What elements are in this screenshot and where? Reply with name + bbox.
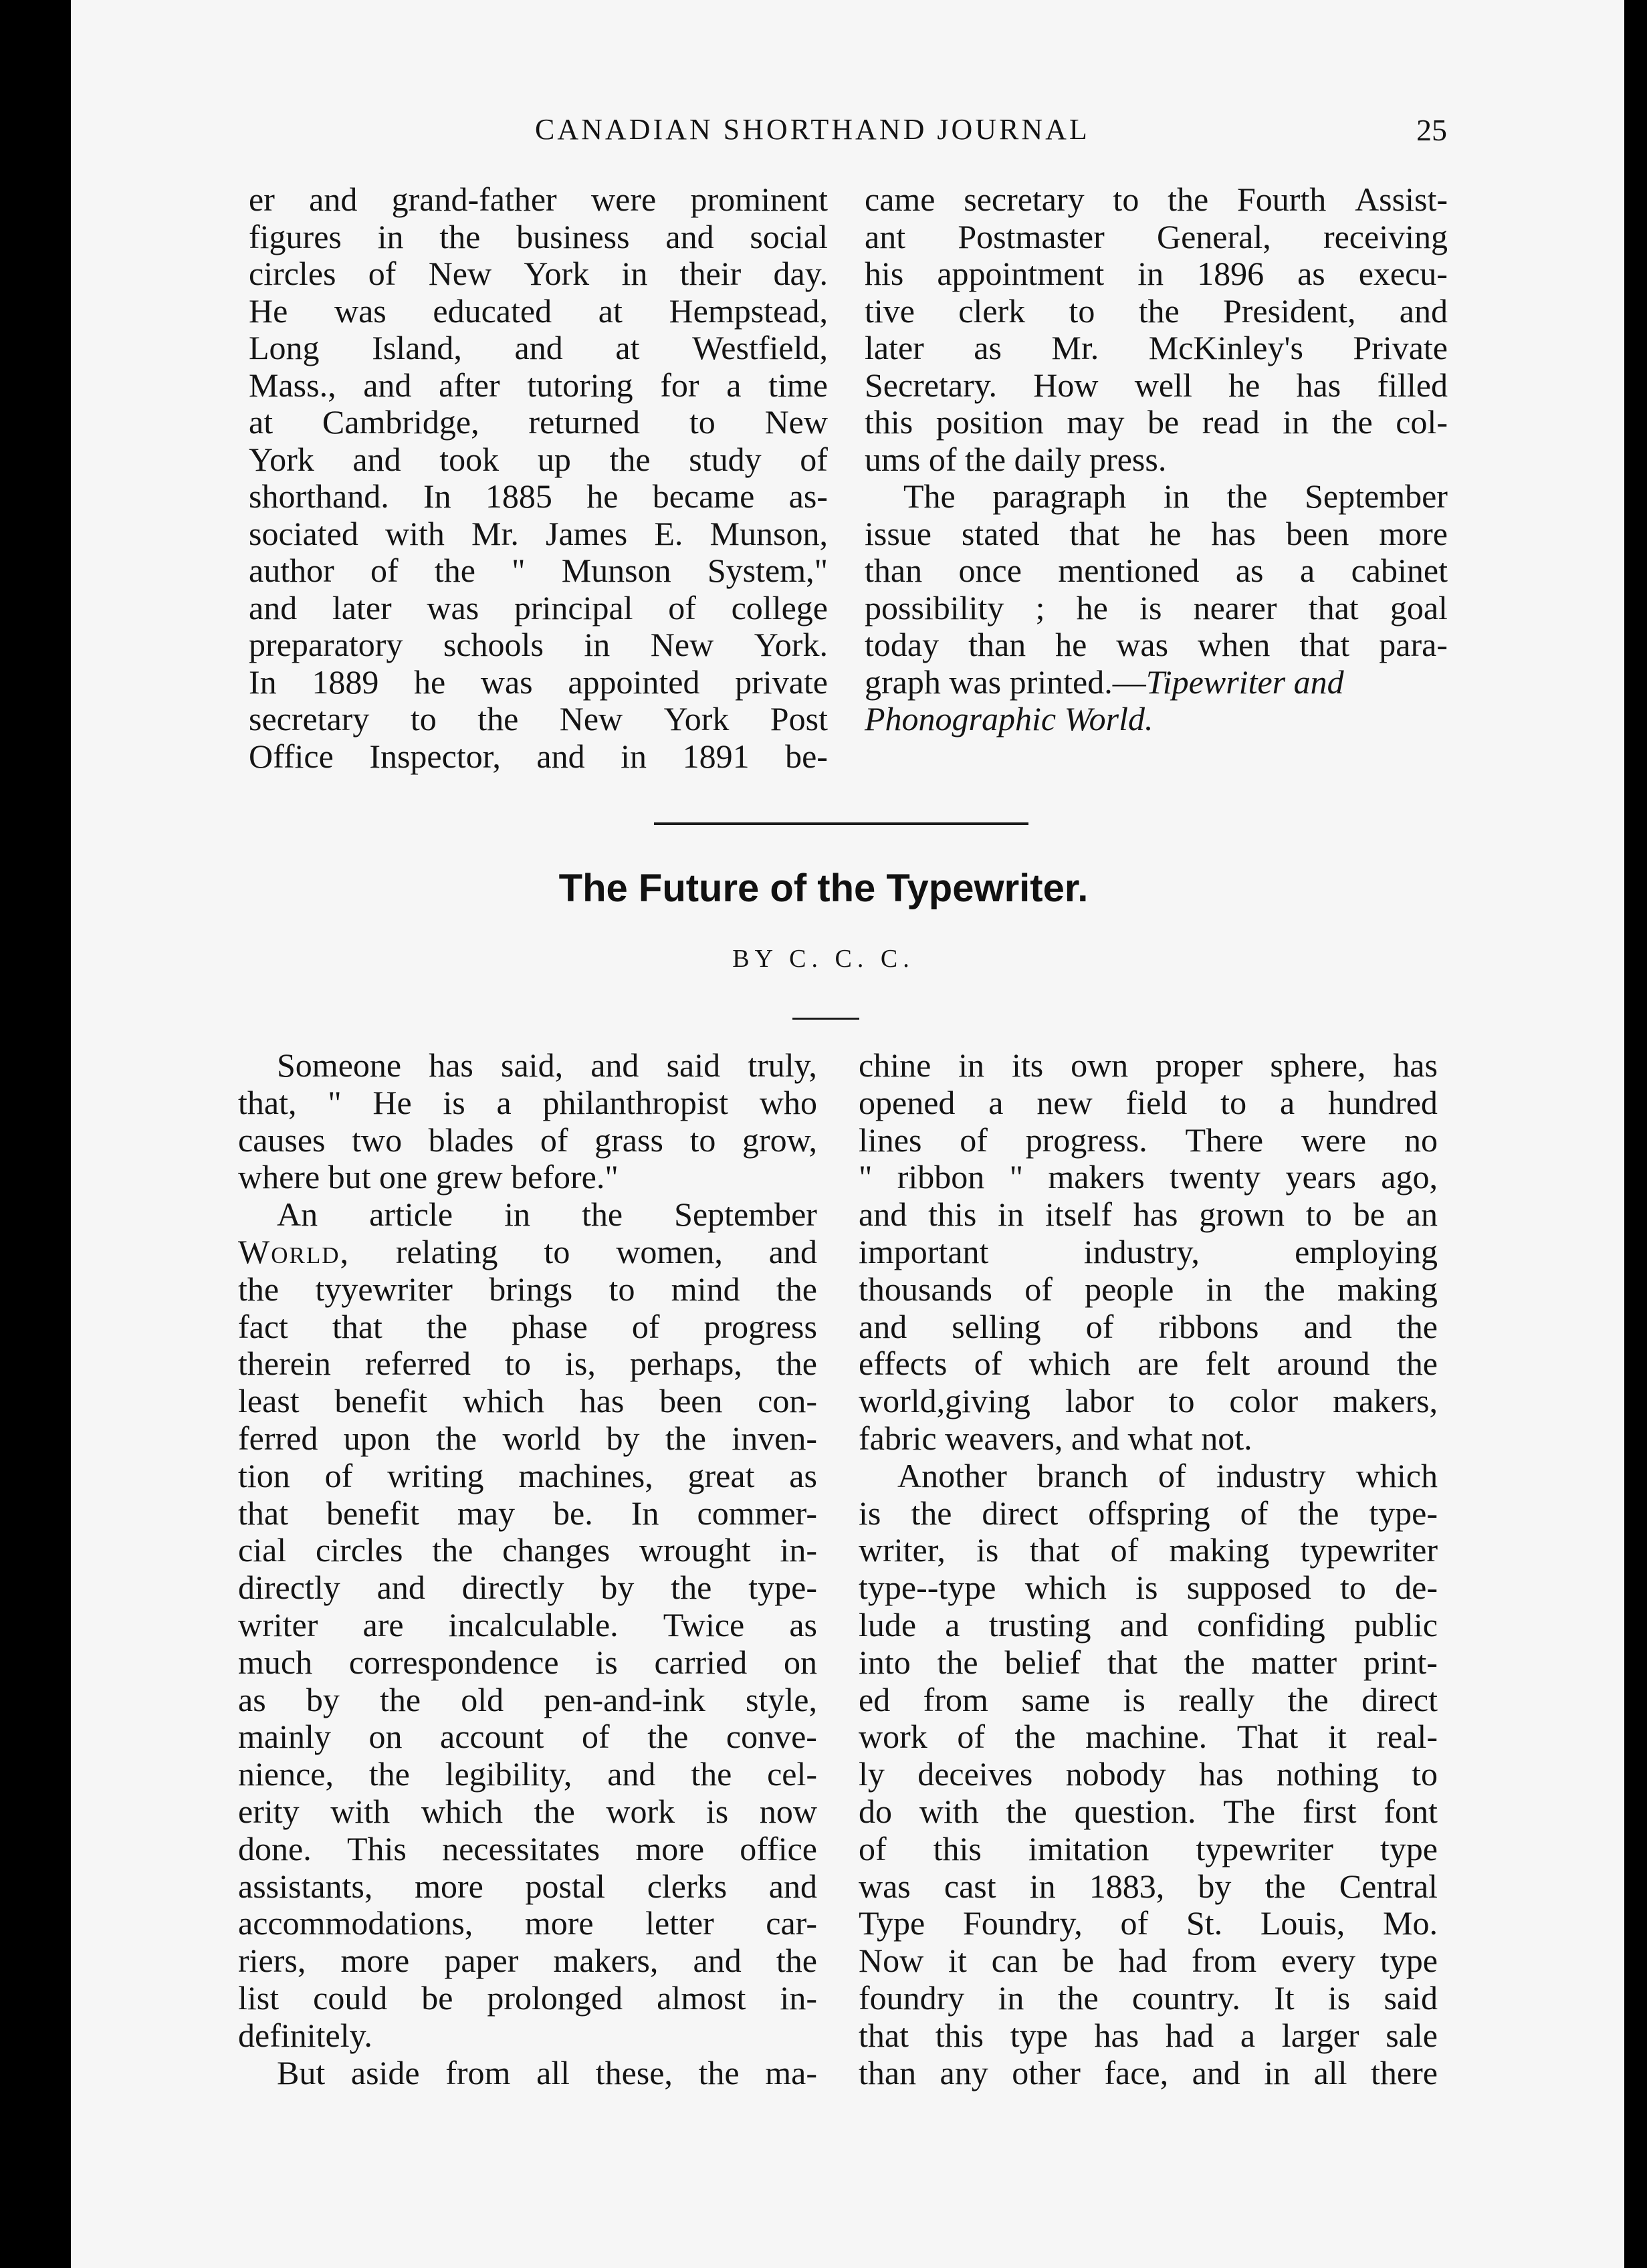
text-line: the tyyewriter brings to mind the xyxy=(238,1270,817,1308)
text-line: Long Island, and at Westfield, xyxy=(249,329,828,366)
scan-border-left xyxy=(0,0,71,2268)
text-line: assistants, more postal clerks and xyxy=(238,1867,817,1905)
text-line: Office Inspector, and in 1891 be- xyxy=(249,737,828,775)
text-line: He was educated at Hempstead, xyxy=(249,292,828,330)
text-line: author of the " Munson System," xyxy=(249,552,828,589)
text-line: therein referred to is, perhaps, the xyxy=(238,1345,817,1383)
text-line: chine in its own proper sphere, has xyxy=(859,1046,1438,1084)
text-line: as by the old pen-and-ink style, xyxy=(238,1680,817,1718)
text-line: tive clerk to the President, and xyxy=(865,292,1448,330)
text-line: than once mentioned as a cabinet xyxy=(865,552,1448,589)
text-line: Phonographic World. xyxy=(865,700,1154,738)
text-line: writer, is that of making typewriter xyxy=(859,1531,1438,1569)
article-title: The Future of the Typewriter. xyxy=(558,867,1089,910)
text-line: graph was printed.— Tipewriter and xyxy=(865,663,1344,701)
text-line: But aside from all these, the ma- xyxy=(277,2053,817,2091)
text-line: came secretary to the Fourth Assist- xyxy=(865,181,1448,218)
text-line: and selling of ribbons and the xyxy=(859,1307,1438,1345)
text-line: riers, more paper makers, and the xyxy=(238,1942,817,1980)
text-line: that this type has had a larger sale xyxy=(859,2016,1438,2054)
text-line: foundry in the country. It is said xyxy=(859,1979,1438,2017)
text-line: directly and directly by the type- xyxy=(238,1569,817,1607)
text-line: than any other face, and in all there xyxy=(859,2053,1438,2091)
text-line: issue stated that he has been more xyxy=(865,514,1448,552)
text-line: important industry, employing xyxy=(859,1233,1438,1270)
text-line: cial circles the changes wrought in- xyxy=(238,1531,817,1569)
text-line: today than he was when that para- xyxy=(865,626,1448,663)
byline-divider xyxy=(792,1018,859,1020)
text-line: In 1889 he was appointed private xyxy=(249,663,828,701)
text-line: ums of the daily press. xyxy=(865,440,1167,478)
text-line: work of the machine. That it real- xyxy=(859,1718,1438,1756)
text-line: " ribbon " makers twenty years ago, xyxy=(859,1158,1438,1196)
text-line: at Cambridge, returned to New xyxy=(249,403,828,441)
text-line: mainly on account of the conve- xyxy=(238,1718,817,1756)
text-line: lines of progress. There were no xyxy=(859,1121,1438,1159)
text-line: Now it can be had from every type xyxy=(859,1942,1438,1980)
text-line: type--type which is supposed to de- xyxy=(859,1569,1438,1607)
text-line: that, " He is a philanthropist who xyxy=(238,1083,817,1121)
text-line: much correspondence is carried on xyxy=(238,1643,817,1681)
text-line: later as Mr. McKinley's Private xyxy=(865,329,1448,366)
text-line: list could be prolonged almost in- xyxy=(238,1979,817,2017)
text-line: was cast in 1883, by the Central xyxy=(859,1867,1438,1905)
text-line: lude a trusting and confiding public xyxy=(859,1606,1438,1643)
text-line: The paragraph in the September xyxy=(903,477,1448,515)
text-line: Another branch of industry which xyxy=(897,1456,1438,1494)
text-line: fabric weavers, and what not. xyxy=(859,1420,1252,1457)
text-line: world,giving labor to color makers, xyxy=(859,1382,1438,1420)
text-line: erity with which the work is now xyxy=(238,1793,817,1830)
text-line: ant Postmaster General, receiving xyxy=(865,217,1448,255)
article-byline: BY C. C. C. xyxy=(732,945,915,973)
text-line: of this imitation typewriter type xyxy=(859,1829,1438,1867)
text-line: into the belief that the matter print- xyxy=(859,1643,1438,1681)
text-line: circles of New York in their day. xyxy=(249,255,828,292)
text-line: Type Foundry, of St. Louis, Mo. xyxy=(859,1904,1438,1942)
text-line: Secretary. How well he has filled xyxy=(865,366,1448,404)
text-line: that benefit may be. In commer- xyxy=(238,1494,817,1532)
text-line: least benefit which has been con- xyxy=(238,1382,817,1420)
text-line: possibility ; he is nearer that goal xyxy=(865,588,1448,627)
text-line: secretary to the New York Post xyxy=(249,700,828,738)
text-line: Mass., and after tutoring for a time xyxy=(249,366,828,404)
source-citation: Tipewriter and xyxy=(1145,663,1344,701)
text-line: done. This necessitates more office xyxy=(238,1829,817,1867)
text-line: this position may be read in the col- xyxy=(865,403,1448,441)
text-line: where but one grew before." xyxy=(238,1158,619,1196)
text-line: sociated with Mr. James E. Munson, xyxy=(249,514,828,552)
text-line: is the direct offspring of the type- xyxy=(859,1494,1438,1532)
text-line: writer are incalculable. Twice as xyxy=(238,1606,817,1643)
text-line: preparatory schools in New York. xyxy=(249,626,828,663)
text-line: Someone has said, and said truly, xyxy=(277,1046,817,1084)
text-line: tion of writing machines, great as xyxy=(238,1456,817,1494)
text-line: fact that the phase of progress xyxy=(238,1307,817,1345)
text-line: opened a new field to a hundred xyxy=(859,1083,1438,1121)
text-line: effects of which are felt around the xyxy=(859,1345,1438,1383)
text-line: An article in the September xyxy=(277,1196,817,1234)
text-line: do with the question. The first font xyxy=(859,1793,1438,1830)
text-line: and this in itself has grown to be an xyxy=(859,1196,1438,1234)
running-header: CANADIAN SHORTHAND JOURNAL xyxy=(535,113,1090,146)
text-line: er and grand-father were prominent xyxy=(249,181,828,218)
section-divider xyxy=(654,822,1028,825)
page-number: 25 xyxy=(1416,113,1447,147)
text-line: York and took up the study of xyxy=(249,440,828,478)
text-line: World, relating to women, and xyxy=(238,1233,817,1270)
text-line: his appointment in 1896 as execu- xyxy=(865,255,1448,292)
text-line: ferred upon the world by the inven- xyxy=(238,1420,817,1457)
text-line: causes two blades of grass to grow, xyxy=(238,1121,817,1159)
text-line: shorthand. In 1885 he became as- xyxy=(249,477,828,515)
text-line: accommodations, more letter car- xyxy=(238,1904,817,1942)
text-line: and later was principal of college xyxy=(249,588,828,627)
scan-border-right xyxy=(1624,0,1647,2268)
text-line: thousands of people in the making xyxy=(859,1270,1438,1308)
text-line: ed from same is really the direct xyxy=(859,1680,1438,1718)
text-line: definitely. xyxy=(238,2016,372,2054)
text-line: ly deceives nobody has nothing to xyxy=(859,1755,1438,1793)
text-line: figures in the business and social xyxy=(249,217,828,255)
text-line: nience, the legibility, and the cel- xyxy=(238,1755,817,1793)
